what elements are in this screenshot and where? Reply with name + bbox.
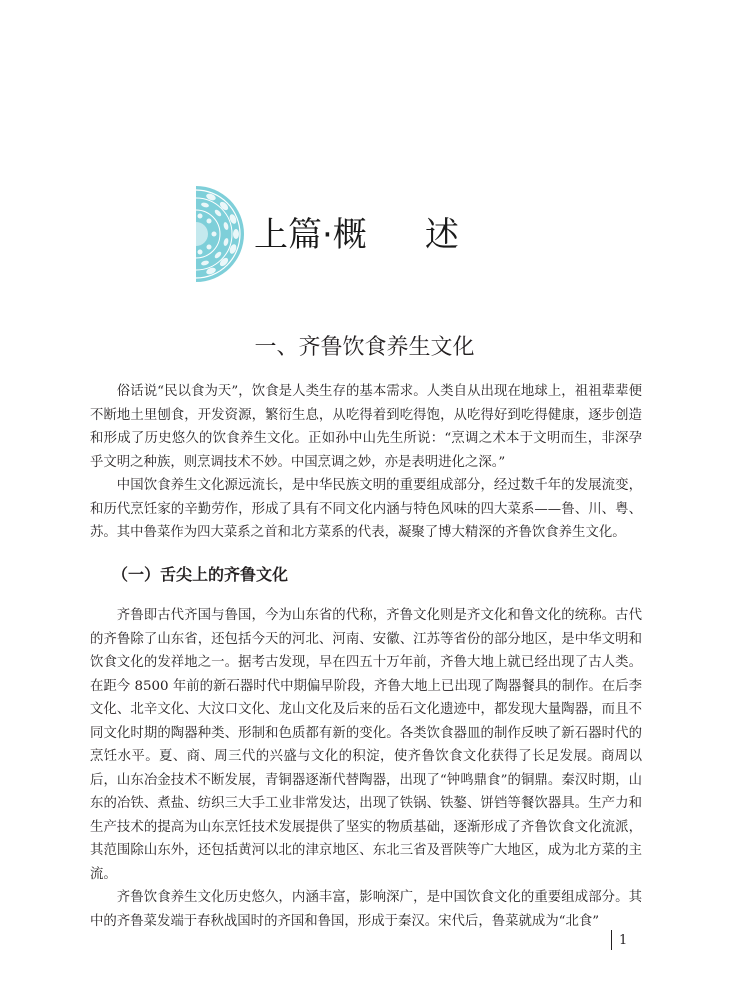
paragraph: 俗话说“民以食为天”，饮食是人类生存的基本需求。人类自从出现在地球上，祖祖辈辈便不断地土里刨食，开发资源，繁衍生息，从吃得着到吃得饱，从吃得好到吃得健康，逐步创造和形成了历史悠久的饮食养生文化。正如孙中山先生所说：“烹调之术本于文明而生，非深孕乎文明之种族，则烹调技术不妙。中国烹调之妙，亦是表明进化之深。” <box>90 384 642 470</box>
page-number-divider <box>611 930 612 950</box>
paragraph: 齐鲁饮食养生文化历史悠久，内涵丰富，影响深广，是中国饮食文化的重要组成部分。其中的齐鲁菜发端于春秋战国时的齐国和鲁国，形成于秦汉。宋代后，鲁菜就成为“北食” <box>90 890 642 929</box>
chapter-title: 一、齐鲁饮食养生文化 <box>254 335 475 360</box>
page-footer <box>611 930 627 950</box>
paragraph: 中国饮食养生文化源远流长，是中华民族文明的重要组成部分，经过数千年的发展流变，和历代烹饪家的辛勤劳作，形成了具有不同文化内涵与特色风味的四大菜系——鲁、川、粤、苏。其中鲁菜作为四大菜系之首和北方菜系的代表，凝聚了博大精深的齐鲁饮食养生文化。 <box>90 478 642 540</box>
section-title: （一）舌尖上的齐鲁文化 <box>112 565 289 584</box>
intro-text <box>90 380 642 545</box>
part-title-right: 述 <box>424 215 459 255</box>
part-title <box>254 212 514 258</box>
page-number: 1 <box>619 932 628 948</box>
part-title-left: 上篇·概 <box>254 215 367 255</box>
lotus-medallion-icon <box>196 186 248 282</box>
section-body <box>90 604 642 933</box>
paragraph: 齐鲁即古代齐国与鲁国，今为山东省的代称，齐鲁文化则是齐文化和鲁文化的统称。古代的齐鲁除了山东省，还包括今天的河北、河南、安徽、江苏等省份的部分地区，是中华文明和饮食文化的发祥地之一。据考古发现，早在四五十万年前，齐鲁大地上就已经出现了古人类。 在距今 8500 年前的新石器时代中期偏早阶段，齐鲁大地上已出现了陶器餐具的制作。在后李文化、北辛文化、大汶口文化、龙山文化及后来的岳石文化遗迹中，都发现大量陶器，而且不同文化时期的陶器种类、形制和色质都有新的变化。各类饮食器皿的制作反映了新石器时代的烹饪水平。夏、商、周三代的兴盛与文化的积淀，使齐鲁饮食文化获得了长足发展。商周以后，山东冶金技术不断发展，青铜器逐渐代替陶器，出现了“钟鸣鼎食”的铜鼎。秦汉时期，山东的冶铁、煮盐、纺织三大手工业非常发达，出现了铁锅、铁鏊、饼铛等餐饮器具。生产力和生产技术的提高为山东烹饪技术发展提供了坚实的物质基础，逐渐形成了齐鲁饮食文化流派，其范围除山东外，还包括黄河以北的津京地区、东北三省及晋陕等广大地区，成为北方菜的主流。 <box>90 608 642 882</box>
